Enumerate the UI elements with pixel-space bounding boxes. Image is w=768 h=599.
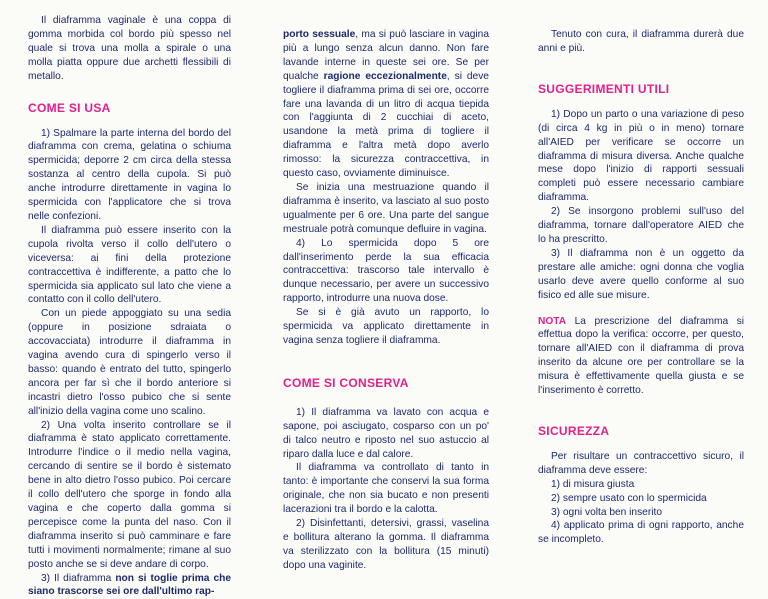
heading-come-si-usa: COME SI USA [28, 100, 111, 115]
suggerimenti-step-3: 3) Il diaframma non è un oggetto da prestare alle amiche: ogni donna che voglia usarlo deve avere quello conforme al suo fisico ed alle sue misure. [538, 247, 744, 301]
column-1 [28, 14, 231, 599]
column-3 [538, 28, 744, 547]
col2-paragraph-2: Se inizia una mestruazione quando il diaframma è inserito, va lasciato al suo posto ugualmente per 6 ore. Una parte del sangue mestruale potrà comunque defluire in vagina. [283, 181, 489, 235]
usa-step-2: 2) Una volta inserito controllare se il diaframma è stato applicato correttamente. Introdurre l'indice o il medio nella vagina, cercando di sentire se il bordo è sistemato bene in alto dietro l'osso pubico. Poi cercare il collo dell'utero che sporge in fondo alla vagina e che coperto dalla gomma si percepisce come la punta del naso. Con il diaframma inserito si può camminare e fare tutti i movimenti normalmente; rimane al suo posto anche se si deve andare di corpo. [28, 419, 231, 570]
usa-step-3-bold: non si toglie prima che siano trascorse sei ore dall'ultimo rap- [28, 572, 232, 598]
conserva-paragraph-2: Il diaframma va controllato di tanto in tanto: è importante che conservi la sua forma originale, che non sia bucato e non presenti lacerazioni tra il bordo e la calotta. [283, 462, 489, 516]
usa-paragraph-3: Con un piede appoggiato su una sedia (oppure in posizione sdraiata o accovacciata) introdurre il diaframma in vagina avendo cura di spingerlo verso il basso: quando è entrato del tutto, spingerlo ancora per far sì che il bordo anteriore si incastri dietro l'osso pubico che si sente all'inizio della vagina come uno scalino. [28, 308, 231, 417]
heading-suggerimenti-utili: SUGGERIMENTI UTILI [538, 81, 670, 96]
suggerimenti-step-1: 1) Dopo un parto o una variazione di peso (di circa 4 kg in più o in meno) tornare all'AIED per verificare se occorre un diaframma di misura diversa. Anche qualche mese dopo l'inizio di rapporti sessuali completi può essere necessario cambiare diaframma. [538, 108, 744, 204]
sicurezza-item-1: 1) di misura giusta [551, 478, 635, 490]
col2-p1-text-1: , ma si può lasciare in vagina più a lungo senza alcun danno. Non fare lavande interne in queste sei ore. Se per qualche [283, 29, 490, 82]
intro-paragraph: Il diaframma vaginale è una coppa di gomma morbida col bordo più spesso nel quale si trova una molla a spirale o una molla piatta oppure due archetti flessibili di metallo. [28, 15, 231, 82]
usa-paragraph-2: Il diaframma può essere inserito con la cupola rivolta verso il collo dell'utero o viceversa: ai fini della protezione contraccettiva è indifferente, a patto che lo spermicida sia applicato sul lato che viene a contatto con il collo dell'utero. [28, 224, 231, 306]
sicurezza-item-4: 4) applicato prima di ogni rapporto, anche se incompleto. [538, 520, 744, 546]
nota-label: NOTA [538, 315, 567, 327]
suggerimenti-step-2: 2) Se insorgono problemi sull'uso del diaframma, tornare dall'operatore AIED che lo ha prescritto. [538, 206, 744, 245]
col3-paragraph-1: Tenuto con cura, il diaframma durerà due anni e più. [538, 29, 744, 54]
bold-ragione-eccezionalmente: ragione eccezionalmente [323, 70, 447, 82]
col2-paragraph-4: Se si è già avuto un rapporto, lo spermicida va applicato direttamente in vagina senza togliere il diaframma. [283, 307, 489, 346]
bold-rapporto-sessuale: porto sessuale [283, 29, 356, 40]
sicurezza-item-2: 2) sempre usato con lo spermicida [551, 492, 707, 504]
usa-step-3 [28, 572, 231, 599]
conserva-step-2: 2) Disinfettanti, detersivi, grassi, vaselina e bollitura alterano la gomma. Il diaframma va sterilizzato con la bollitura (15 minuti) dopo una vaginite. [283, 518, 489, 571]
col2-p1-text-2: , si deve togliere il diaframma prima di sei ore, occorre fare una lavanda di un litro di acqua tiepida con l'aggiunta di 2 cucchiai di aceto, usandone la metà prima di togliere il diaframma e l'altra metà dopo averlo rimosso: la sicurezza contraccettiva, in questo caso, ovviamente diminuisce. [283, 70, 489, 180]
heading-come-si-conserva: COME SI CONSERVA [283, 375, 409, 390]
nota-text: La prescrizione del diaframma si effettua dopo la verifica: occorre, per questo, tornare all'AIED con il diaframma di prova inserito da alcune ore per controllare se la misura è effettivamente quella giusta e se l'inserimento è corretto. [538, 315, 744, 397]
column-2 [283, 28, 489, 573]
usa-step-1: 1) Spalmare la parte interna del bordo del diaframma con crema, gelatina o schiuma spermicida; deporre 2 cm circa della stessa sostanza al centro della cupola. Si può anche introdurre direttamente in vagina lo spermicida con l'applicatore che si trova nelle confezioni. [28, 127, 231, 222]
col2-paragraph-1 [283, 28, 489, 181]
heading-sicurezza: SICUREZZA [538, 423, 610, 438]
nota-paragraph [538, 315, 744, 398]
sicurezza-item-3: 3) ogni volta ben inserito [551, 506, 662, 518]
conserva-step-1: 1) Il diaframma va lavato con acqua e sapone, poi asciugato, cosparso con un po' di talco neutro e riposto nel suo astuccio al riparo dalla luce e dal calore. [283, 406, 489, 460]
sicurezza-intro: Per risultare un contraccettivo sicuro, il diaframma deve essere: [538, 450, 744, 476]
col2-step-4: 4) Lo spermicida dopo 5 ore dall'inserimento perde la sua efficacia contraccettiva: trascorso tale intervallo è dunque necessario, per avere un successivo rapporto, introdurre una nuova dose. [283, 237, 489, 305]
usa-step-3-text: 3) Il diaframma [41, 572, 116, 584]
